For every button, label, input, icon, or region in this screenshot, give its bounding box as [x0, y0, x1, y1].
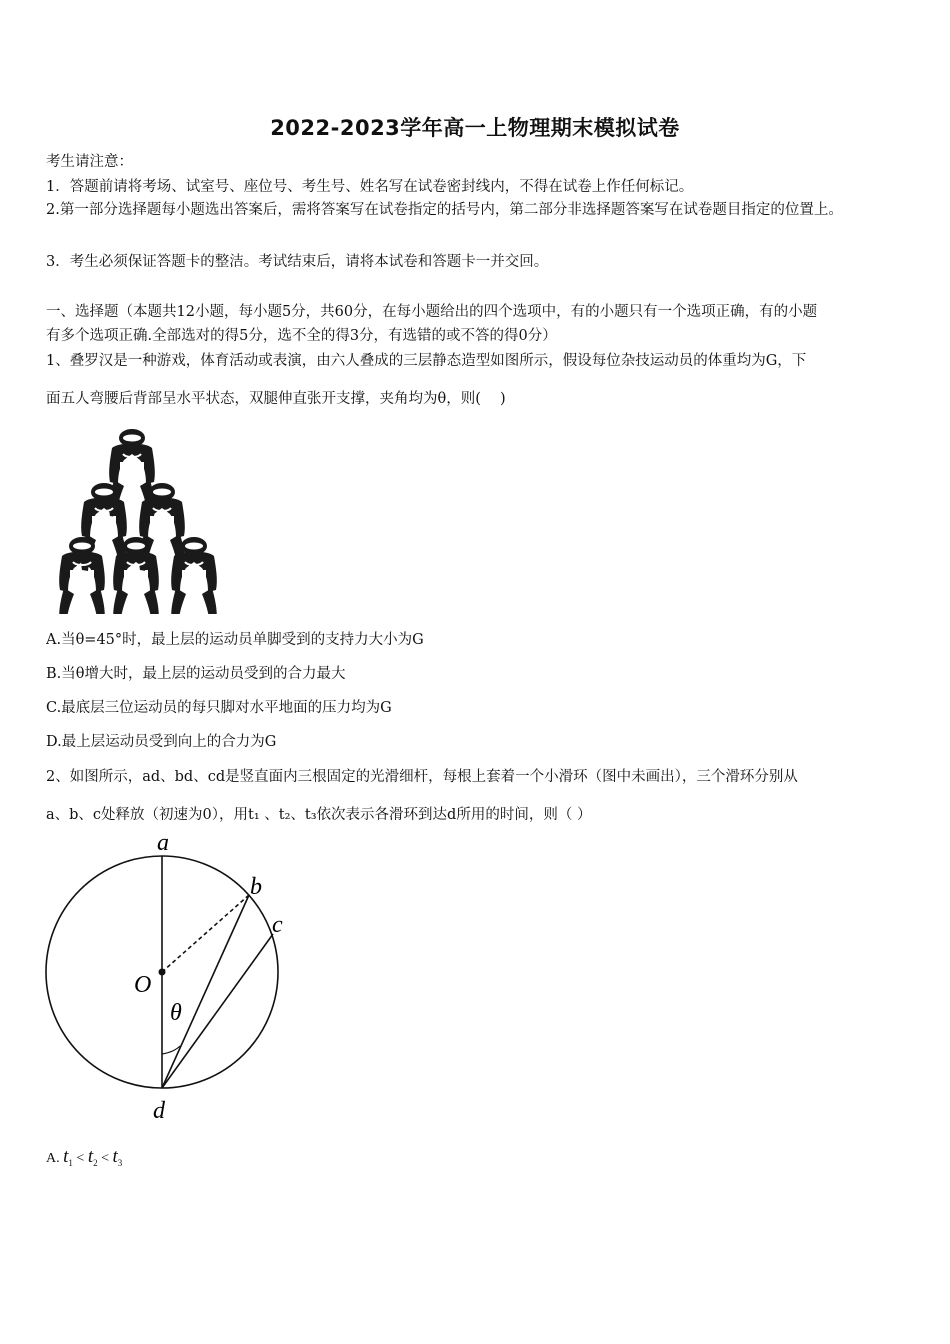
t3-subscript: 3 [117, 1157, 123, 1168]
less-than-2: < [101, 1151, 109, 1166]
t1-symbol: t [63, 1146, 69, 1167]
label-a: a [157, 830, 169, 856]
rod-bd [162, 895, 249, 1088]
question-1-option-b: B.当θ增大时，最上层的运动员受到的合力最大 [46, 666, 346, 682]
human-pyramid-figure [56, 424, 221, 614]
question-1-option-c: C.最底层三位运动员的每只脚对水平地面的压力均为G [46, 700, 392, 716]
question-2-option-a [46, 1146, 122, 1168]
notice-item-1: 1．答题前请将考场、试室号、座位号、考生号、姓名写在试卷密封线内，不得在试卷上作任何标记。 [46, 179, 694, 195]
acrobat-bottom-left [59, 537, 105, 614]
label-theta: θ [170, 1000, 182, 1026]
notice-item-2: 2.第一部分选择题每小题选出答案后，需将答案写在试卷指定的括号内，第二部分非选择题答案写在试卷题目指定的位置上。 [46, 202, 843, 218]
question-1-option-a: A.当θ=45°时，最上层的运动员单脚受到的支持力大小为G [46, 632, 424, 648]
notice-item-3: 3．考生必须保证答题卡的整洁。考试结束后，请将本试卷和答题卡一并交回。 [46, 254, 549, 270]
section-heading-line-1: 一、选择题（本题共12小题，每小题5分，共60分，在每小题给出的四个选项中，有的小题只有一个选项正确，有的小题 [46, 304, 818, 320]
notice-heading: 考生请注意： [46, 154, 133, 170]
circle-rods-figure [40, 826, 300, 1126]
t1-subscript: 1 [68, 1157, 73, 1168]
question-2-stem-line-1: 2、如图所示，ad、bd、cd是竖直面内三根固定的光滑细杆，每根上套着一个小滑环（图中未画出），三个滑环分别从 [46, 769, 798, 785]
question-1-option-d: D.最上层运动员受到向上的合力为G [46, 734, 277, 750]
radius-ob-dashed [162, 895, 249, 972]
page-title: 2022-2023学年高一上物理期末模拟试卷 [270, 116, 680, 140]
question-2-stem-line-2: a、b、c处释放（初速为0），用t₁ 、t₂、t₃依次表示各滑环到达d所用的时间，则（ ） [46, 807, 592, 823]
label-b: b [250, 874, 262, 900]
section-heading-line-2: 有多个选项正确.全部选对的得5分，选不全的得3分，有选错的或不答的得0分） [46, 328, 557, 344]
label-c: c [272, 912, 283, 938]
question-1-stem-line-1: 1、叠罗汉是一种游戏，体育活动或表演，由六人叠成的三层静态造型如图所示，假设每位杂技运动员的体重均为G，下 [46, 353, 807, 369]
question-1-stem-line-2: 面五人弯腰后背部呈水平状态，双腿伸直张开支撑，夹角均为θ，则( ) [46, 391, 506, 407]
option-a-prefix: A. [46, 1151, 60, 1166]
less-than-1: < [76, 1151, 85, 1166]
t3-symbol: t [112, 1146, 118, 1167]
center-point [159, 969, 166, 976]
label-d: d [153, 1098, 165, 1124]
t2-symbol: t [87, 1146, 94, 1167]
t2-subscript: 2 [93, 1157, 98, 1168]
label-o: O [134, 972, 152, 998]
